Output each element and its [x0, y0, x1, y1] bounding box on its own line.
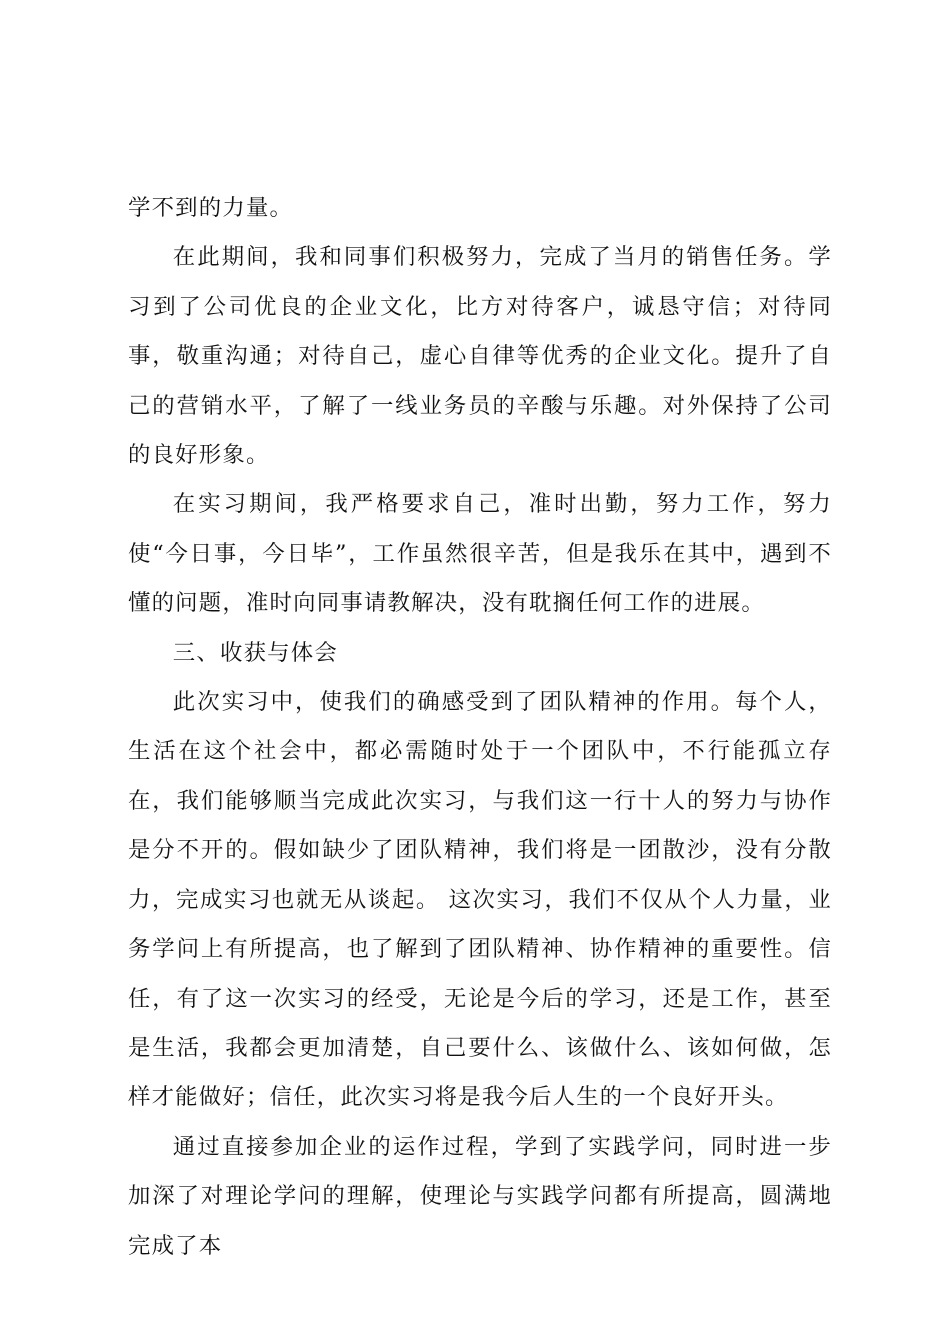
paragraph-3: 在实习期间，我严格要求自己，准时出勤，努力工作，努力使“今日事，今日毕”，工作虽然很辛苦，但是我乐在其中，遇到不懂的问题，准时向同事请教解决，没有耽搁任何工作的进展。 — [128, 491, 832, 617]
paragraph-5: 通过直接参加企业的运作过程，学到了实践学问，同时进一步加深了对理论学问的理解，使理论与实践学问都有所提高，圆满地完成了本 — [128, 1133, 832, 1259]
paragraph-1: 学不到的力量。 — [128, 195, 294, 221]
paragraph-2: 在此期间，我和同事们积极努力，完成了当月的销售任务。学习到了公司优良的企业文化，比方对待客户，诚恳守信；对待同事，敬重沟通；对待自己，虚心自律等优秀的企业文化。提升了自己的营销水平，了解了一线业务员的辛酸与乐趣。对外保持了公司的良好形象。 — [128, 244, 832, 469]
paragraph-4: 此次实习中，使我们的确感受到了团队精神的作用。每个人，生活在这个社会中，都必需随时处于一个团队中，不行能孤立存在，我们能够顺当完成此次实习，与我们这一行十人的努力与协作是分不开的。假如缺少了团队精神，我们将是一团散沙，没有分散力，完成实习也就无从谈起。 这次实习，我们不仅从个人力量，业务学问上有所提高，也了解到了团队精神、协作精神的重要性。信任，有了这一次实习的经受，无论是今后的学习，还是工作，甚至是生活，我都会更加清楚，自己要什么、该做什么、该如何做，怎样才能做好；信任，此次实习将是我今后人生的一个良好开头。 — [128, 689, 832, 1111]
section-heading: 三、收获与体会 — [172, 639, 338, 666]
document-body — [128, 184, 832, 1271]
